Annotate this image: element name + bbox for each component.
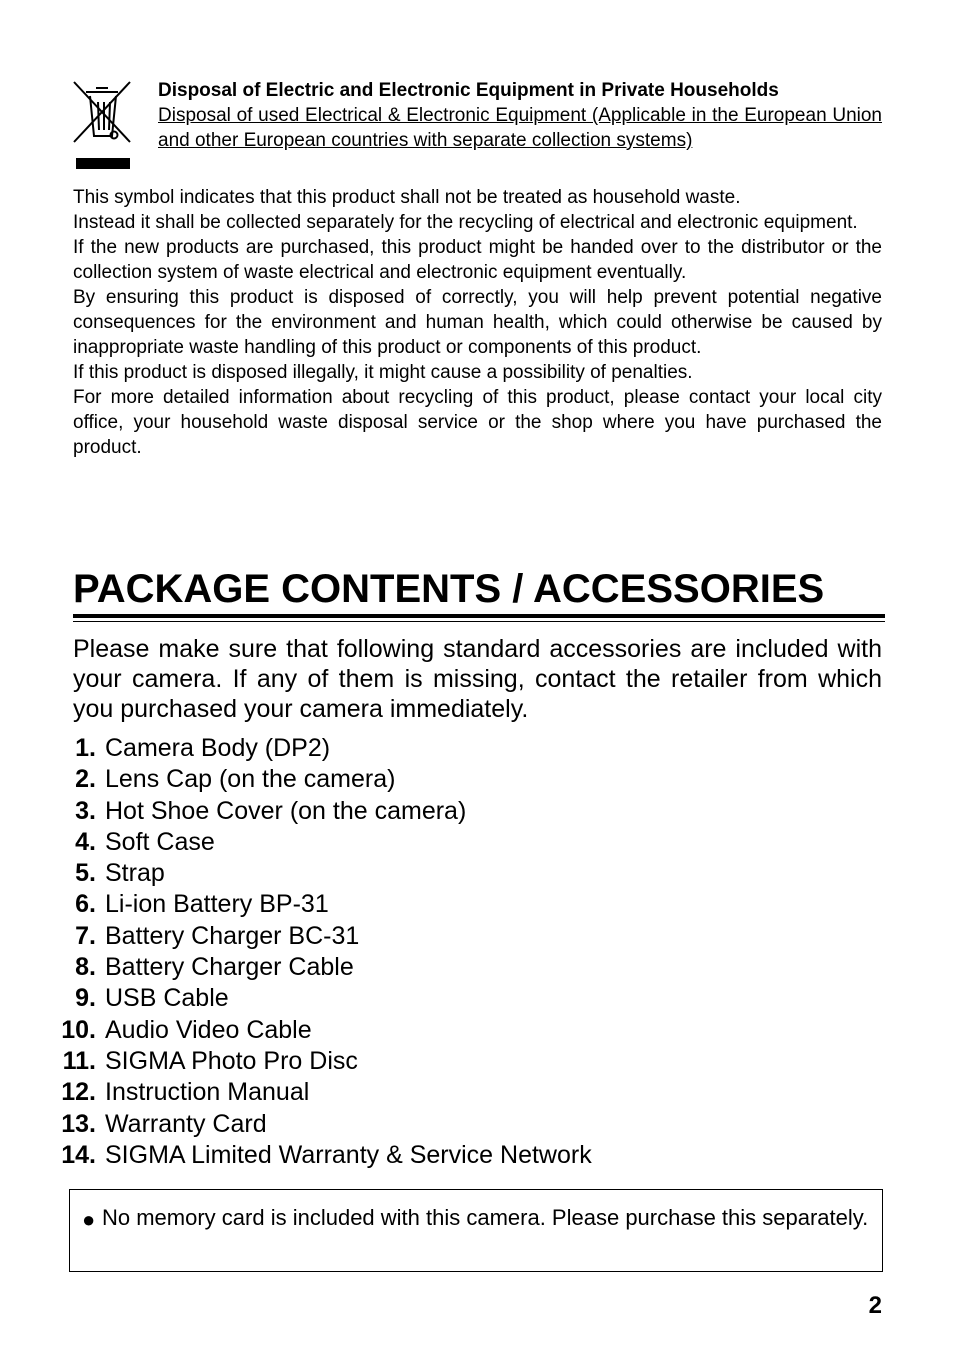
list-item (56, 1140, 876, 1171)
note-box (69, 1189, 883, 1272)
list-item (56, 733, 876, 764)
package-intro: Please make sure that following standard accessories are included with your camera. If any of them is missing, contact the retailer from which you purchased your camera immediately. (73, 635, 882, 723)
disposal-paragraph: If the new products are purchased, this product might be handed over to the distributor or the collection system of waste electrical and electronic equipment eventually. (73, 237, 882, 283)
disposal-paragraph: By ensuring this product is disposed of correctly, you will help prevent potential negative consequences for the environment and human health, which could otherwise be caused by inappropriate waste handling of this product or components of this product. (73, 287, 882, 358)
item-number: 9. (75, 984, 96, 1013)
item-label: Audio Video Cable (105, 1015, 312, 1044)
item-label: USB Cable (105, 984, 229, 1013)
section-divider (73, 621, 885, 622)
list-item (56, 827, 876, 858)
item-label: Battery Charger Cable (105, 953, 354, 982)
item-number: 13. (61, 1109, 96, 1138)
item-label: Instruction Manual (105, 1078, 310, 1107)
disposal-body (73, 185, 882, 460)
section-title: PACKAGE CONTENTS / ACCESSORIES (73, 564, 885, 618)
item-number: 7. (75, 921, 96, 950)
accessory-list (56, 733, 876, 1171)
item-label: Hot Shoe Cover (on the camera) (105, 796, 467, 825)
item-number: 4. (75, 827, 96, 856)
list-item (56, 796, 876, 827)
item-number: 11. (62, 1046, 96, 1075)
list-item (56, 952, 876, 983)
item-label: SIGMA Photo Pro Disc (105, 1046, 358, 1075)
page-number: 2 (868, 1292, 882, 1319)
item-label: Battery Charger BC-31 (105, 921, 360, 950)
list-item (56, 764, 876, 795)
list-item (56, 858, 876, 889)
item-number: 8. (75, 953, 96, 982)
bullet-icon: ● (82, 1207, 96, 1232)
item-label: Soft Case (105, 827, 215, 856)
disposal-header (158, 78, 882, 153)
list-item (56, 1077, 876, 1108)
item-number: 10. (61, 1015, 96, 1044)
disposal-paragraph: For more detailed information about recycling of this product, please contact your local city office, your household waste disposal service or the shop where you have purchased the product. (73, 387, 882, 458)
item-label: Strap (105, 859, 165, 888)
item-number: 1. (75, 734, 96, 762)
crossed-out-wheelie-bin-icon (70, 78, 134, 176)
item-label: Warranty Card (105, 1109, 267, 1138)
item-number: 2. (75, 765, 96, 794)
note-text: No memory card is included with this camera. Please purchase this separately. (102, 1205, 869, 1230)
item-number: 3. (75, 796, 96, 825)
item-number: 6. (75, 890, 96, 919)
list-item (56, 1046, 876, 1077)
disposal-paragraph: If this product is disposed illegally, it might cause a possibility of penalties. (73, 362, 693, 383)
list-item (56, 889, 876, 920)
list-item (56, 1109, 876, 1140)
list-item (56, 983, 876, 1014)
disposal-paragraph: Instead it shall be collected separately for the recycling of electrical and electronic equipment. (73, 212, 858, 233)
item-number: 14. (61, 1140, 96, 1169)
disposal-title: Disposal of Electric and Electronic Equipment in Private Households (158, 80, 779, 101)
list-item (56, 921, 876, 952)
item-number: 5. (75, 859, 96, 888)
disposal-paragraph: This symbol indicates that this product shall not be treated as household waste. (73, 187, 741, 208)
item-label: SIGMA Limited Warranty & Service Network (105, 1140, 592, 1169)
disposal-subtitle: Disposal of used Electrical & Electronic Equipment (Applicable in the European Union and other European countries with separate collection systems) (158, 105, 882, 151)
item-label: Li-ion Battery BP-31 (105, 890, 329, 919)
list-item (56, 1015, 876, 1046)
item-number: 12. (61, 1078, 96, 1107)
item-label: Camera Body (DP2) (105, 734, 331, 762)
item-label: Lens Cap (on the camera) (105, 765, 396, 794)
